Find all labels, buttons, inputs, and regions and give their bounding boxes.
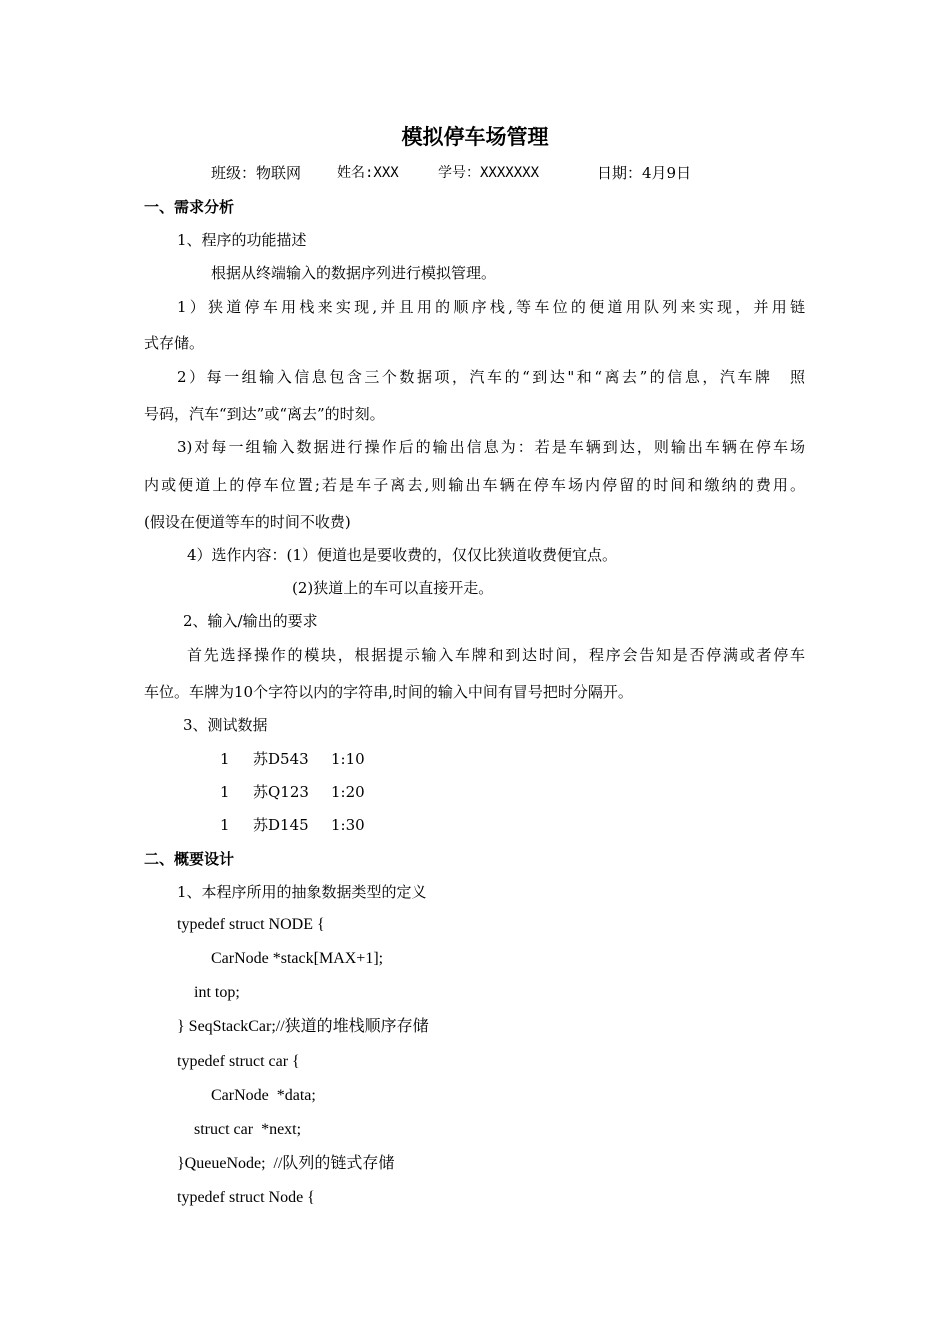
student-id-field: 学号：XXXXXXX	[438, 165, 540, 181]
code-line: int top;	[194, 984, 240, 1001]
name-field: 姓名:XXX	[337, 165, 399, 181]
document-title: 模拟停车场管理	[401, 125, 549, 149]
code-line: }QueueNode; //队列的链式存储	[177, 1155, 395, 1172]
code-line: CarNode *data;	[211, 1087, 316, 1104]
subheading-io-requirements: 2、输入/输出的要求	[183, 612, 318, 630]
paragraph-io-line-1: 首先选择操作的模块，根据提示输入车牌和到达时间，程序会告知是否停满或者停车	[187, 646, 805, 664]
code-line: struct car *next;	[194, 1121, 302, 1138]
paragraph-io-line-2: 车位。车牌为10个字符以内的字符串,时间的输入中间有冒号把时分隔开。	[144, 683, 633, 701]
student-info-line	[0, 163, 950, 183]
paragraph-stack-line-2: 式存储。	[144, 334, 205, 352]
test-data-op: 1	[220, 750, 230, 768]
test-data-time: 1:30	[331, 816, 365, 834]
paragraph-optional-line-2: (2)狭道上的车可以直接开走。	[292, 579, 494, 597]
date-field: 日期：4月9日	[597, 164, 692, 182]
paragraph-input-line-1: 2）每一组输入信息包含三个数据项，汽车的“到达"和“离去”的信息，汽车牌 照	[177, 368, 805, 386]
test-data-plate: 苏Q123	[253, 783, 309, 801]
code-line: typedef struct car {	[177, 1053, 300, 1070]
paragraph-output-line-3: (假设在便道等车的时间不收费)	[144, 513, 351, 531]
subheading-function-description: 1、程序的功能描述	[177, 231, 307, 249]
test-data-row	[0, 749, 950, 769]
subheading-adt-definition: 1、本程序所用的抽象数据类型的定义	[177, 883, 427, 901]
test-data-row	[0, 782, 950, 802]
paragraph-output-line-1: 3)对每一组输入数据进行操作后的输出信息为：若是车辆到达，则输出车辆在停车场	[177, 438, 805, 456]
paragraph-optional-line-1: 4）选作内容：(1）便道也是要收费的，仅仅比狭道收费便宜点。	[187, 546, 617, 564]
paragraph-output-line-2: 内或便道上的停车位置;若是车子离去,则输出车辆在停车场内停留的时间和缴纳的费用。	[144, 476, 805, 494]
paragraph-stack-line-1: 1）狭道停车用栈来实现,并且用的顺序栈,等车位的便道用队列来实现，并用链	[177, 298, 805, 316]
subheading-test-data: 3、测试数据	[183, 716, 268, 734]
paragraph-intro: 根据从终端输入的数据序列进行模拟管理。	[211, 264, 497, 282]
paragraph-input-line-2: 号码，汽车“到达”或“离去”的时刻。	[144, 405, 385, 423]
section-heading-requirements: 一、需求分析	[144, 198, 235, 216]
test-data-plate: 苏D543	[253, 750, 309, 768]
test-data-time: 1:20	[331, 783, 365, 801]
test-data-plate: 苏D145	[253, 816, 309, 834]
test-data-op: 1	[220, 783, 230, 801]
test-data-time: 1:10	[331, 750, 365, 768]
code-line: CarNode *stack[MAX+1];	[211, 950, 384, 967]
class-field: 班级：物联网	[211, 164, 302, 182]
code-line: typedef struct NODE {	[177, 916, 325, 933]
code-line: } SeqStackCar;//狭道的堆栈顺序存储	[177, 1018, 429, 1035]
code-line: typedef struct Node {	[177, 1189, 315, 1206]
section-heading-design: 二、概要设计	[144, 850, 235, 868]
test-data-row	[0, 815, 950, 835]
test-data-op: 1	[220, 816, 230, 834]
